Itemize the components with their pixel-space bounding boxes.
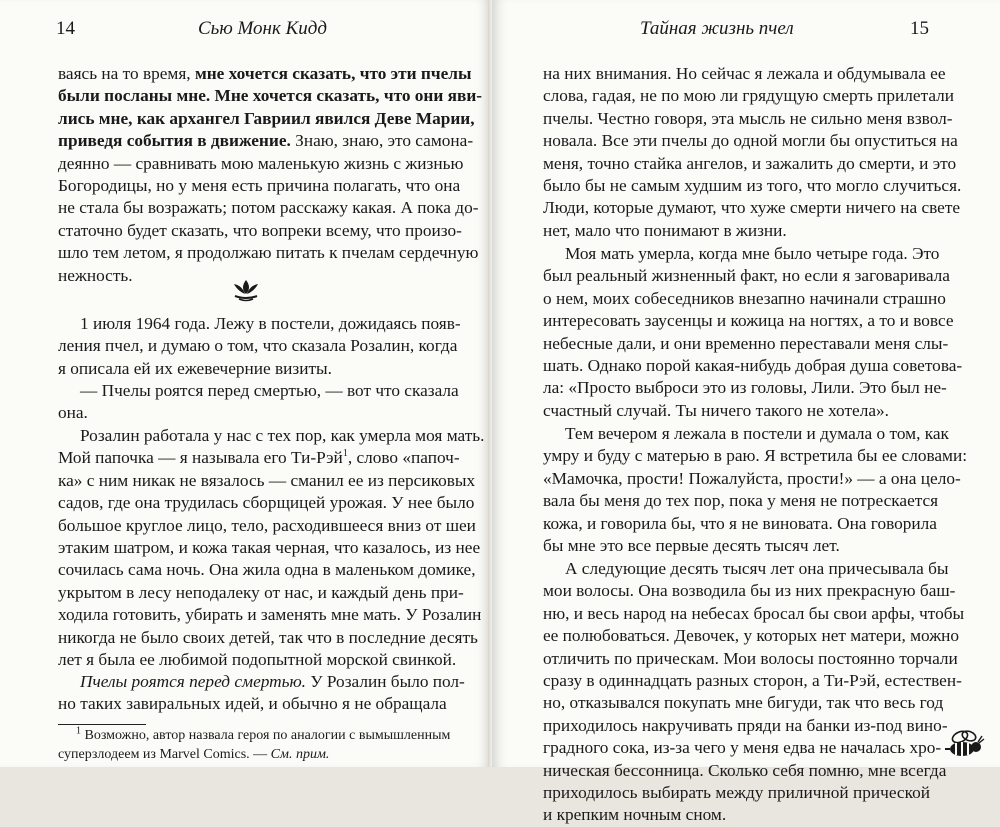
- footnote-reference: 1: [342, 448, 348, 460]
- right-paragraph-1: на них внимания. Но сейчас я лежала и обдумывала ее слова, гадая, не по мою ли грядущую смерть прилетали пчелы. Честно говоря, эта мысль не сильно меня взвол- новала. Все эти пчелы до одной могли бы опуститься на меня, точно стайка ангелов, и зажалить до смерти, и это было бы не самым худшим из того, что могло случиться. Люди, которые думают, что хуже смерти ничего на свете нет, мало что понимают в жизни.: [543, 64, 962, 240]
- right-paragraph-4: А следующие десять тысяч лет она причесывала бы мои волосы. Она возводила бы из них прекрасную баш- ню, и весь народ на небесах бросал бы свои арфы, чтобы ее полюбоваться. Девочек, у которых нет матери, можно отличить по прическам. Мои волосы постоянно торчали сразу в одиннадцать разных сторон, а Ти-Рэй, естествен- но, отказывался покупать мне бигуди, так что весь год приходилось накручивать пряди на банки из-под вино- градного сока, из-за чего у меня едва не началась хро- ническая бессонница. Сколько себя помню, мне всегда приходилось выбирать между приличной прической и крепким ночным сном.: [543, 559, 965, 825]
- bee-icon: [942, 728, 986, 767]
- left-page-number: 14: [56, 18, 75, 39]
- left-paragraph-4: Розалин работала у нас с тех пор, как умерла моя мать. Мой папочка — я называла его Ти-Рэй$^1$, слово «папоч- ка» с ним никак не вязалось — сманил ее из персиковых садов, где она трудилась сборщицей урожая. У нее было большое круглое лицо, тело, расходившееся вниз от шеи этаким шатром, и кожа такая черная, что казалось, из нее сочилась сама ночь. Она жила одна в маленьком домике, укрытом в лесу неподалеку от нас, и каждый день при- ходила готовить, убирать и заменять мне мать. У Розалин никогда не было своих детей, так что в последние десять лет я была ее любимой подопытной морской свинкой.: [58, 426, 485, 669]
- left-paragraph-2: 1 июля 1964 года. Лежу в постели, дожидаясь появ- ления пчел, и думаю о том, что сказала Розалин, когда я описала ей их ежевечерние визиты.: [58, 314, 461, 378]
- right-page-number: 15: [910, 18, 929, 39]
- left-paragraph-5: Пчелы роятся перед смертью. У Розалин было пол- но таких завиральных идей, и обычно я не обращала: [58, 672, 465, 714]
- footnote-rule: [58, 724, 146, 725]
- right-running-head: Тайная жизнь пчел: [640, 18, 794, 39]
- left-running-head: Сью Монк Кидд: [198, 18, 327, 39]
- left-paragraph-1: ваясь на то время, мне хочется сказать, что эти пчелы были посланы мне. Мне хочется сказать, что они яви- лись мне, как архангел Гавриил явился Деве Марии, приведя события в движение. Знаю, знаю, это самона- деянно — сравнивать мою маленькую жизнь с жизнью Богородицы, но у меня есть причина полагать, что она не стала бы возражать; потом расскажу какая. А пока до- статочно будет сказать, что вопреки всему, что произо- шло тем летом, я продолжаю питать к пчелам сердечную нежность.: [58, 64, 483, 285]
- right-paragraph-3: Тем вечером я лежала в постели и думала о том, как умру и буду с матерью в раю. Я встретила бы ее словами: «Мамочка, прости! Пожалуйста, прости!» — а она цело- вала бы меня до тех пор, пока у меня не потрескается кожа, и говорила бы, что я не виновата. Она говорила бы мне это все первые десять тысяч лет.: [543, 424, 968, 555]
- lotus-ornament-icon: [232, 278, 260, 307]
- footnote: $^1$ Возможно, автор назвала героя по аналогии с вымышленным суперзлодеем из Marvel Comics. — См. прим.: [58, 725, 451, 762]
- right-page: [492, 0, 1000, 825]
- right-paragraph-2: Моя мать умерла, когда мне было четыре года. Это был реальный жизненный факт, но если я заговаривала о нем, моих собеседников внезапно начинали страшно интересовать заусенцы и кожица на ногтях, а то и вовсе небесные дали, и они временно переставали меня слы- шать. Однако порой какая-нибудь добрая душа советова- ла: «Просто выброси это из головы, Лили. Это был не- счастный случай. Ты ничего такого не хотела».: [543, 244, 963, 420]
- left-paragraph-3: — Пчелы роятся перед смертью, — вот что сказала она.: [58, 381, 459, 423]
- left-page: [0, 0, 492, 767]
